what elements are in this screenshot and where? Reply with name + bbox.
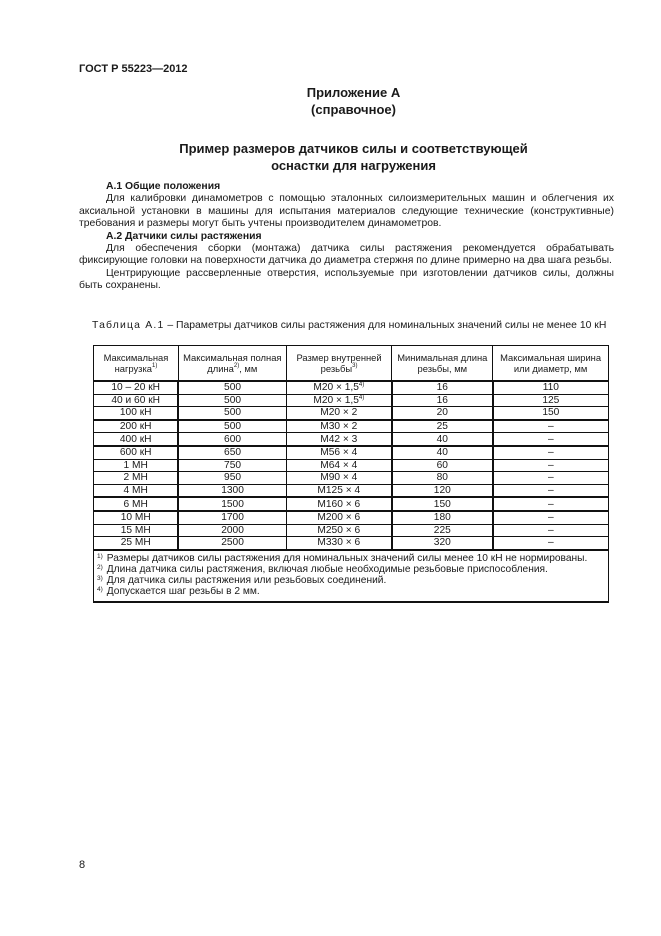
footnote bbox=[97, 575, 605, 586]
min-length-cell: 25 bbox=[392, 420, 493, 433]
table-caption-text: – Параметры датчиков силы растяжения для номинальных значений силы не менее 10 кН bbox=[167, 320, 607, 331]
column-header-min-thread-length: Минимальная длина резьбы, мм bbox=[392, 346, 493, 382]
length-cell: 500 bbox=[178, 407, 286, 420]
footnote-text: Размеры датчиков силы растяжения для номинальных значений силы менее 10 кН не нормированы. bbox=[106, 552, 588, 564]
page-number: 8 bbox=[79, 859, 86, 871]
table-header-row bbox=[94, 346, 609, 382]
max-width-cell: – bbox=[493, 446, 609, 459]
max-width-cell: – bbox=[493, 472, 609, 485]
load-cell: 200 кН bbox=[94, 420, 179, 433]
table-row bbox=[94, 524, 609, 537]
min-length-cell: 40 bbox=[392, 433, 493, 446]
thread-cell: М64 × 4 bbox=[286, 459, 392, 472]
min-length-cell: 16 bbox=[392, 381, 493, 394]
thread-cell: М90 × 4 bbox=[286, 472, 392, 485]
min-length-cell: 120 bbox=[392, 484, 493, 497]
table-row bbox=[94, 472, 609, 485]
paragraph: Для обеспечения сборки (монтажа) датчика силы растяжения рекомендуется обрабатывать фиксирующие головки на поверхности датчика до диаметра стержня по длине примерно на два шага резьбы. bbox=[79, 243, 614, 267]
section-heading: А.2 Датчики силы растяжения bbox=[106, 230, 262, 242]
max-width-cell: – bbox=[493, 537, 609, 550]
thread-cell: М200 × 6 bbox=[286, 511, 392, 524]
max-width-cell: 125 bbox=[493, 394, 609, 407]
table-row bbox=[94, 511, 609, 524]
thread-cell: $М20 \times 1,5^{4)}$ bbox=[286, 381, 392, 394]
table-row bbox=[94, 484, 609, 497]
table-row bbox=[94, 446, 609, 459]
footnote-mark: 3) bbox=[97, 574, 103, 582]
column-header-max-load: Максимальная нагрузка$^{1)}$ bbox=[94, 346, 179, 382]
column-header-thread-size: Размер внутренней резьбы$^{3)}$ bbox=[286, 346, 392, 382]
table-row bbox=[94, 420, 609, 433]
table-row bbox=[94, 537, 609, 550]
table-row bbox=[94, 381, 609, 394]
min-length-cell: 150 bbox=[392, 497, 493, 511]
table-footnotes bbox=[94, 550, 609, 602]
max-width-cell: 150 bbox=[493, 407, 609, 420]
min-length-cell: 20 bbox=[392, 407, 493, 420]
footnote-mark: 2) bbox=[97, 563, 103, 571]
appendix-title: Приложение А bbox=[306, 85, 401, 100]
table-row bbox=[94, 497, 609, 511]
length-cell: 1500 bbox=[178, 497, 286, 511]
load-cell: 6 МН bbox=[94, 497, 179, 511]
footnote bbox=[97, 553, 605, 564]
table-caption-label: Таблица А.1 bbox=[92, 320, 165, 331]
footnote-text: Для датчика силы растяжения или резьбовых соединений. bbox=[106, 574, 387, 586]
table-row bbox=[94, 459, 609, 472]
thread-cell: М160 × 6 bbox=[286, 497, 392, 511]
load-cell: 100 кН bbox=[94, 407, 179, 420]
min-length-cell: 225 bbox=[392, 524, 493, 537]
thread-cell: $М20 \times 1,5^{4)}$ bbox=[286, 394, 392, 407]
max-width-cell: – bbox=[493, 511, 609, 524]
footnote bbox=[97, 586, 605, 597]
page-title-line-2: оснастки для нагружения bbox=[271, 158, 436, 173]
load-cell: 400 кН bbox=[94, 433, 179, 446]
length-cell: 2500 bbox=[178, 537, 286, 550]
length-cell: 650 bbox=[178, 446, 286, 459]
length-cell: 950 bbox=[178, 472, 286, 485]
max-width-cell: – bbox=[493, 484, 609, 497]
thread-cell: М330 × 6 bbox=[286, 537, 392, 550]
document-code: ГОСТ Р 55223—2012 bbox=[79, 63, 188, 75]
footnote bbox=[97, 564, 605, 575]
length-cell: 1700 bbox=[178, 511, 286, 524]
thread-cell: М56 × 4 bbox=[286, 446, 392, 459]
length-cell: 2000 bbox=[178, 524, 286, 537]
page-title bbox=[0, 140, 661, 174]
length-cell: 500 bbox=[178, 420, 286, 433]
table-row bbox=[94, 394, 609, 407]
min-length-cell: 16 bbox=[392, 394, 493, 407]
length-cell: 600 bbox=[178, 433, 286, 446]
column-header-max-length: Максимальная полная длина$^{2)}$, мм bbox=[178, 346, 286, 382]
min-length-cell: 320 bbox=[392, 537, 493, 550]
load-cell: 2 МН bbox=[94, 472, 179, 485]
appendix-subtitle: (справочное) bbox=[311, 102, 396, 117]
table-row bbox=[94, 407, 609, 420]
footnote-text: Допускается шаг резьбы в 2 мм. bbox=[106, 585, 260, 597]
max-width-cell: – bbox=[493, 420, 609, 433]
load-cell: 4 МН bbox=[94, 484, 179, 497]
load-cell: 600 кН bbox=[94, 446, 179, 459]
section-heading: А.1 Общие положения bbox=[106, 181, 221, 192]
footnote-text: Длина датчика силы растяжения, включая любые необходимые резьбовые приспособления. bbox=[106, 563, 548, 575]
length-cell: 500 bbox=[178, 394, 286, 407]
thread-cell: М42 × 3 bbox=[286, 433, 392, 446]
body-text bbox=[79, 181, 614, 293]
page-title-line-1: Пример размеров датчиков силы и соответствующей bbox=[179, 141, 528, 156]
paragraph: Для калибровки динамометров с помощью эталонных силоизмерительных машин и облегчения их аксиальной установки в машины для испытания материалов следующие технические (конструктивные) требования и размеры могут быть учтены производителем динамометров. bbox=[79, 193, 614, 230]
footnote-mark: 1) bbox=[97, 552, 103, 560]
length-cell: 750 bbox=[178, 459, 286, 472]
length-cell: 1300 bbox=[178, 484, 286, 497]
max-width-cell: – bbox=[493, 524, 609, 537]
max-width-cell: – bbox=[493, 433, 609, 446]
footnote-mark: 4) bbox=[97, 585, 103, 593]
appendix-heading bbox=[0, 84, 661, 118]
max-width-cell: 110 bbox=[493, 381, 609, 394]
table-row bbox=[94, 433, 609, 446]
table-notes-row bbox=[94, 550, 609, 602]
paragraph: Центрирующие рассверленные отверстия, используемые при изготовлении датчиков силы, должны быть сохранены. bbox=[79, 267, 614, 292]
load-cell: 15 МН bbox=[94, 524, 179, 537]
max-width-cell: – bbox=[493, 459, 609, 472]
load-cell: 10 МН bbox=[94, 511, 179, 524]
parameters-table bbox=[93, 345, 609, 603]
min-length-cell: 60 bbox=[392, 459, 493, 472]
load-cell: 1 МН bbox=[94, 459, 179, 472]
load-cell: 40 и 60 кН bbox=[94, 394, 179, 407]
thread-cell: М125 × 4 bbox=[286, 484, 392, 497]
thread-cell: М20 × 2 bbox=[286, 407, 392, 420]
length-cell: 500 bbox=[178, 381, 286, 394]
min-length-cell: 80 bbox=[392, 472, 493, 485]
max-width-cell: – bbox=[493, 497, 609, 511]
table-caption bbox=[92, 320, 614, 332]
load-cell: 25 МН bbox=[94, 537, 179, 550]
min-length-cell: 40 bbox=[392, 446, 493, 459]
column-header-max-width: Максимальная ширина или диаметр, мм bbox=[493, 346, 609, 382]
min-length-cell: 180 bbox=[392, 511, 493, 524]
load-cell: 10 – 20 кН bbox=[94, 381, 179, 394]
thread-cell: М30 × 2 bbox=[286, 420, 392, 433]
thread-cell: М250 × 6 bbox=[286, 524, 392, 537]
